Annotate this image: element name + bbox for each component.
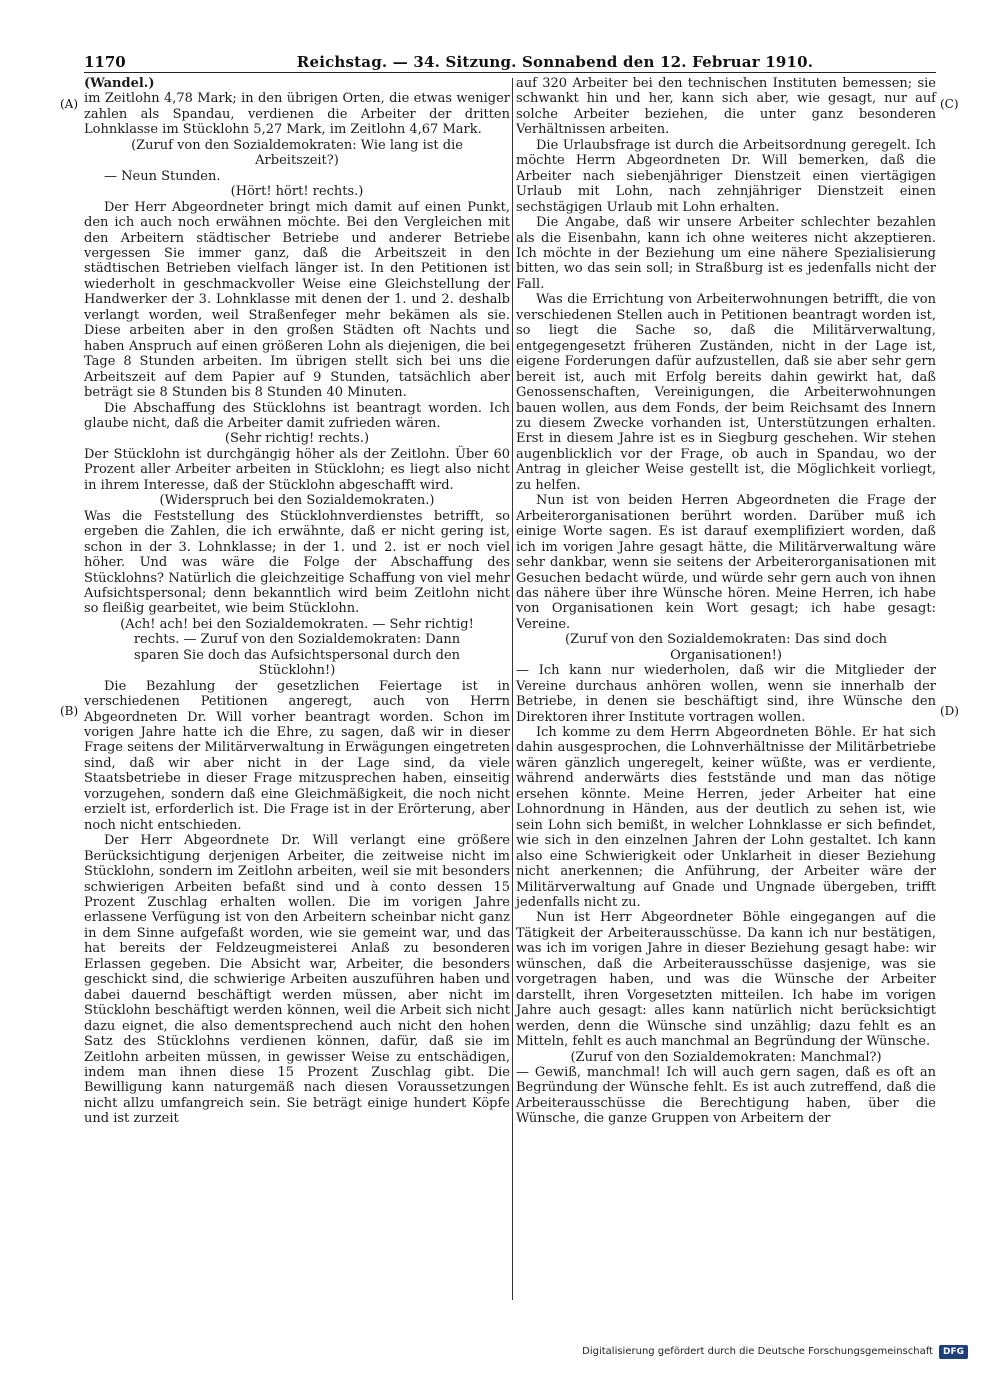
paragraph: Nun ist Herr Abgeordneter Böhle eingegangen auf die Tätigkeit der Arbeiterausschüsse. Da kann ich nur bestätigen, was ich im vorigen Jahre in dieser Beziehung gesagt habe: wir wünschen, daß die Arbeiterausschüsse dasjenige, was sie vorgetragen haben, und was die Wünsche der Arbeiter darstellt, ihren Vorgesetzten mitteilen. Ich habe im vorigen Jahre auch gesagt: alles kann natürlich nicht berücksichtigt werden, denn die Wünsche sind unzählig; dazu fehlt es an Mitteln, fehlt es auch manchmal an Begründung der Wünsche. [516,910,936,1050]
page-header [84,52,936,73]
paragraph: Der Stücklohn ist durchgängig höher als der Zeitlohn. Über 60 Prozent aller Arbeiter arbeiten in Stücklohn; es liegt also nicht in ihrem Interesse, daß der Stücklohn abgeschafft wird. [84,446,510,493]
interjection: (Zuruf von den Sozialdemokraten: Das sind doch Organisationen!) [564,632,888,663]
dfg-logo-icon: DFG [939,1345,968,1359]
paragraph: Die Angabe, daß wir unsere Arbeiter schlechter bezahlen als die Eisenbahn, kann ich ohne weiteres nicht akzeptieren. Ich möchte in der Beziehung um eine nähere Spezialisierung bitten, wo das sein soll; in Straßburg ist es jedenfalls nicht der Fall. [516,215,936,292]
interjection: (Sehr richtig! rechts.) [224,431,370,447]
paragraph: — Gewiß, manchmal! Ich will auch gern sagen, daß es oft an Begründung der Wünsche fehlt. Es ist auch zutreffend, daß die Arbeiterausschüsse die Berechtigung haben, über die Wünsche, die ganze Gruppen von Arbeitern der [516,1065,936,1127]
paragraph: auf 320 Arbeiter bei den technischen Instituten bemessen; sie schwankt hin und her, kann sich aber, wie gesagt, nur auf solche Arbeiter beziehen, die unter ganz besonderen Verhältnissen arbeiten. [516,76,936,138]
paragraph: — Neun Stunden. [104,168,221,184]
paragraph: Die Urlaubsfrage ist durch die Arbeitsordnung geregelt. Ich möchte Herrn Abgeordneten Dr. Will bemerken, daß die Arbeiter nach siebenjähriger Dienstzeit einen viertägigen Urlaub mit Lohn, nach zehnjähriger Dienstzeit einen sechstägigen Urlaub mit Lohn erhalten. [516,137,936,215]
paragraph: Ich komme zu dem Herrn Abgeordneten Böhle. Er hat sich dahin ausgesprochen, die Lohnverhältnisse der Militärbetriebe wären gänzlich ungeregelt, keiner wüßte, was er verdiente, während anderwärts dies feststände und man das nötige ersehen könnte. Meine Herren, jeder Arbeiter hat eine Lohnordnung in Händen, aus der deutlich zu sehen ist, wie sein Lohn sich bemißt, in welcher Lohnklasse er sich befindet, wie sich in den einzelnen Jahren der Lohn gestaltet. Ich kann also eine Schwierigkeit oder Unklarheit in dieser Beziehung nicht anerkennen; die Anführung, der Arbeiter wäre der Militärverwaltung auf Gnade und Ungnade übergeben, trifft jedenfalls nicht zu. [516,725,936,911]
interjection: (Zuruf von den Sozialdemokraten: Manchmal?) [570,1049,882,1065]
running-title: Reichstag. — 34. Sitzung. Sonnabend den 12. Februar 1910. [296,53,814,71]
interjection: (Hört! hört! rechts.) [230,184,364,200]
paragraph: Was die Errichtung von Arbeiterwohnungen betrifft, die von verschiedenen Stellen auch in Petitionen beantragt worden ist, so liegt die Sache so, daß die Militärverwaltung, entgegengesetzt früheren Zuständen, nicht in der Lage ist, eigene Forderungen dafür aufzustellen, daß sie aber sehr gern bereit ist, auch mit Erfolg bereits dahin gewirkt hat, daß Genossenschaften, Vereinigungen, die Arbeiterwohnungen bauen wollen, aus dem Fonds, der beim Reichsamt des Innern zu diesem Zwecke vorhanden ist, Unterstützungen erhalten. Erst in diesem Jahre ist es in Siegburg geschehen. Wir stehen augenblicklich vor der Frage, ob auch in Spandau, wo der Antrag in gleicher Weise gestellt ist, die Möglichkeit vorliegt, zu helfen. [516,292,936,493]
page-number: 1170 [84,53,126,71]
digitization-footer [582,1342,968,1362]
interjection: (Zuruf von den Sozialdemokraten: Wie lang ist die Arbeitszeit?) [131,137,463,169]
paragraph: Der Herr Abgeordnete Dr. Will verlangt eine größere Berücksichtigung derjenigen Arbeiter, die zeitweise nicht im Stücklohn, sondern im Zeitlohn arbeiten, weil sie mit besonders schwierigen Arbeiten befaßt sind und à conto dessen 15 Prozent Zuschlag erhalten wollen. Die im vorigen Jahre erlassene Verfügung ist von den Arbeitern scheinbar nicht ganz in dem Sinne aufgefaßt worden, wie sie gemeint war, und das hat bereits der Feldzeugmeisterei Anlaß zu besonderen Erlassen gegeben. Die Absicht war, Arbeiter, die besonders geschickt sind, die schwierige Arbeiten auszuführen haben und dabei dauernd beschäftigt werden müssen, aber nicht im Stücklohn beschäftigt werden können, weil die Arbeit sich nicht dazu eignet, die also dementsprechend auch nicht den hohen Satz des Stücklohns verdienen können, dafür, daß sie im Zeitlohn arbeiten müssen, in gewisser Weise zu entschädigen, indem man ihnen diese 15 Prozent Zuschlag gibt. Die Bewilligung kann naturgemäß nach diesen Voraussetzungen nicht allzu umfangreich sein. Sie beträgt einige hundert Köpfe und ist zurzeit [84,833,510,1127]
paragraph: Was die Feststellung des Stücklohnverdienstes betrifft, so ergeben die Zahlen, die ich erwähnte, daß er nicht gering ist, schon in der 3. Lohnklasse; in der 1. und 2. ist er noch viel höher. Und was wäre die Folge der Abschaffung des Stücklohns? Natürlich die gleichzeitige Schaffung von viel mehr Aufsichtspersonal; denn bekanntlich wird beim Zeitlohn nicht so fleißig gearbeitet, wie beim Stücklohn. [84,508,510,617]
column-divider [512,78,513,1300]
margin-marker-d: (D) [940,704,959,718]
paragraph: Die Bezahlung der gesetzlichen Feiertage ist in verschiedenen Petitionen angeregt, auch von Herrn Abgeordneten Dr. Will vorher beantragt worden. Schon im vorigen Jahre hatte ich die Ehre, zu sagen, daß wir in dieser Frage seitens der Militärverwaltung in Erwägungen eingetreten sind, daß wir aber nicht in der Lage sind, da viele Staatsbetriebe in dieser Frage mitzusprechen haben, einseitig vorzugehen, sondern daß eine Gleichmäßigkeit, die noch nicht erzielt ist, erforderlich ist. Die Frage ist in der Erörterung, aber noch nicht entschieden. [84,678,510,833]
paragraph: im Zeitlohn 4,78 Mark; in den übrigen Orten, die etwas weniger zahlen als Spandau, verdienen die Arbeiter der dritten Lohnklasse im Stücklohn 5,27 Mark, im Zeitlohn 4,67 Mark. [84,91,510,138]
paragraph: Der Herr Abgeordneter bringt mich damit auf einen Punkt, den ich auch noch erwähnen möchte. Bei den Vergleichen mit den Arbeitern städtischer Betriebe und anderer Betriebe vergessen Sie immer ganz, daß die Arbeitszeit in den städtischen Betrieben vielfach länger ist. In den Petitionen ist wiederholt in geschmackvoller Weise eine Gleichstellung der Handwerker der 3. Lohnklasse mit denen der 1. und 2. deshalb verlangt worden, weil Straßenfeger mehr bekämen als sie. Diese arbeiten aber in den großen Städten oft Nachts und haben Anspruch auf einen größeren Lohn als diejenigen, die bei Tage 8 Stunden arbeiten. Im übrigen stellt sich bei uns die Arbeitszeit auf dem Papier auf 9 Stunden, tatsächlich aber beträgt sie 8 Stunden bis 8 Stunden 40 Minuten. [84,199,510,401]
left-column [84,76,510,1127]
speaker-label: (Wandel.) [84,76,155,91]
margin-marker-c: (C) [940,97,959,111]
margin-marker-b: (B) [60,704,79,718]
footer-credit: Digitalisierung gefördert durch die Deutsche Forschungsgemeinschaft [582,1346,933,1357]
margin-marker-a: (A) [60,97,79,111]
interjection: (Ach! ach! bei den Sozialdemokraten. — Sehr richtig! rechts. — Zuruf von den Sozialdemokraten: Dann sparen Sie doch das Aufsichtspersonal durch den Stücklohn!) [120,616,474,679]
paragraph: Die Abschaffung des Stücklohns ist beantragt worden. Ich glaube nicht, daß die Arbeiter damit zufrieden wären. [84,400,510,431]
right-column [516,76,936,1127]
paragraph: Nun ist von beiden Herren Abgeordneten die Frage der Arbeiterorganisationen berührt worden. Darüber muß ich einige Worte sagen. Es ist darauf exemplifiziert worden, daß ich im vorigen Jahre gesagt hätte, die Militärverwaltung wäre sehr dankbar, wenn sie seitens der Arbeiterorganisationen mit Gesuchen bedacht würde, und würde sehr gern auch von ihnen das nähere über ihre Wünsche hören. Meine Herren, ich habe von Organisationen kein Wort gesagt; ich habe gesagt: Vereine. [516,493,936,632]
paragraph: — Ich kann nur wiederholen, daß wir die Mitglieder der Vereine durchaus anhören wollen, wenn sie innerhalb der Betriebe, in denen sie beschäftigt sind, ihre Wünsche den Direktoren ihrer Institute vortragen wollen. [516,663,936,725]
interjection: (Widerspruch bei den Sozialdemokraten.) [159,493,435,509]
